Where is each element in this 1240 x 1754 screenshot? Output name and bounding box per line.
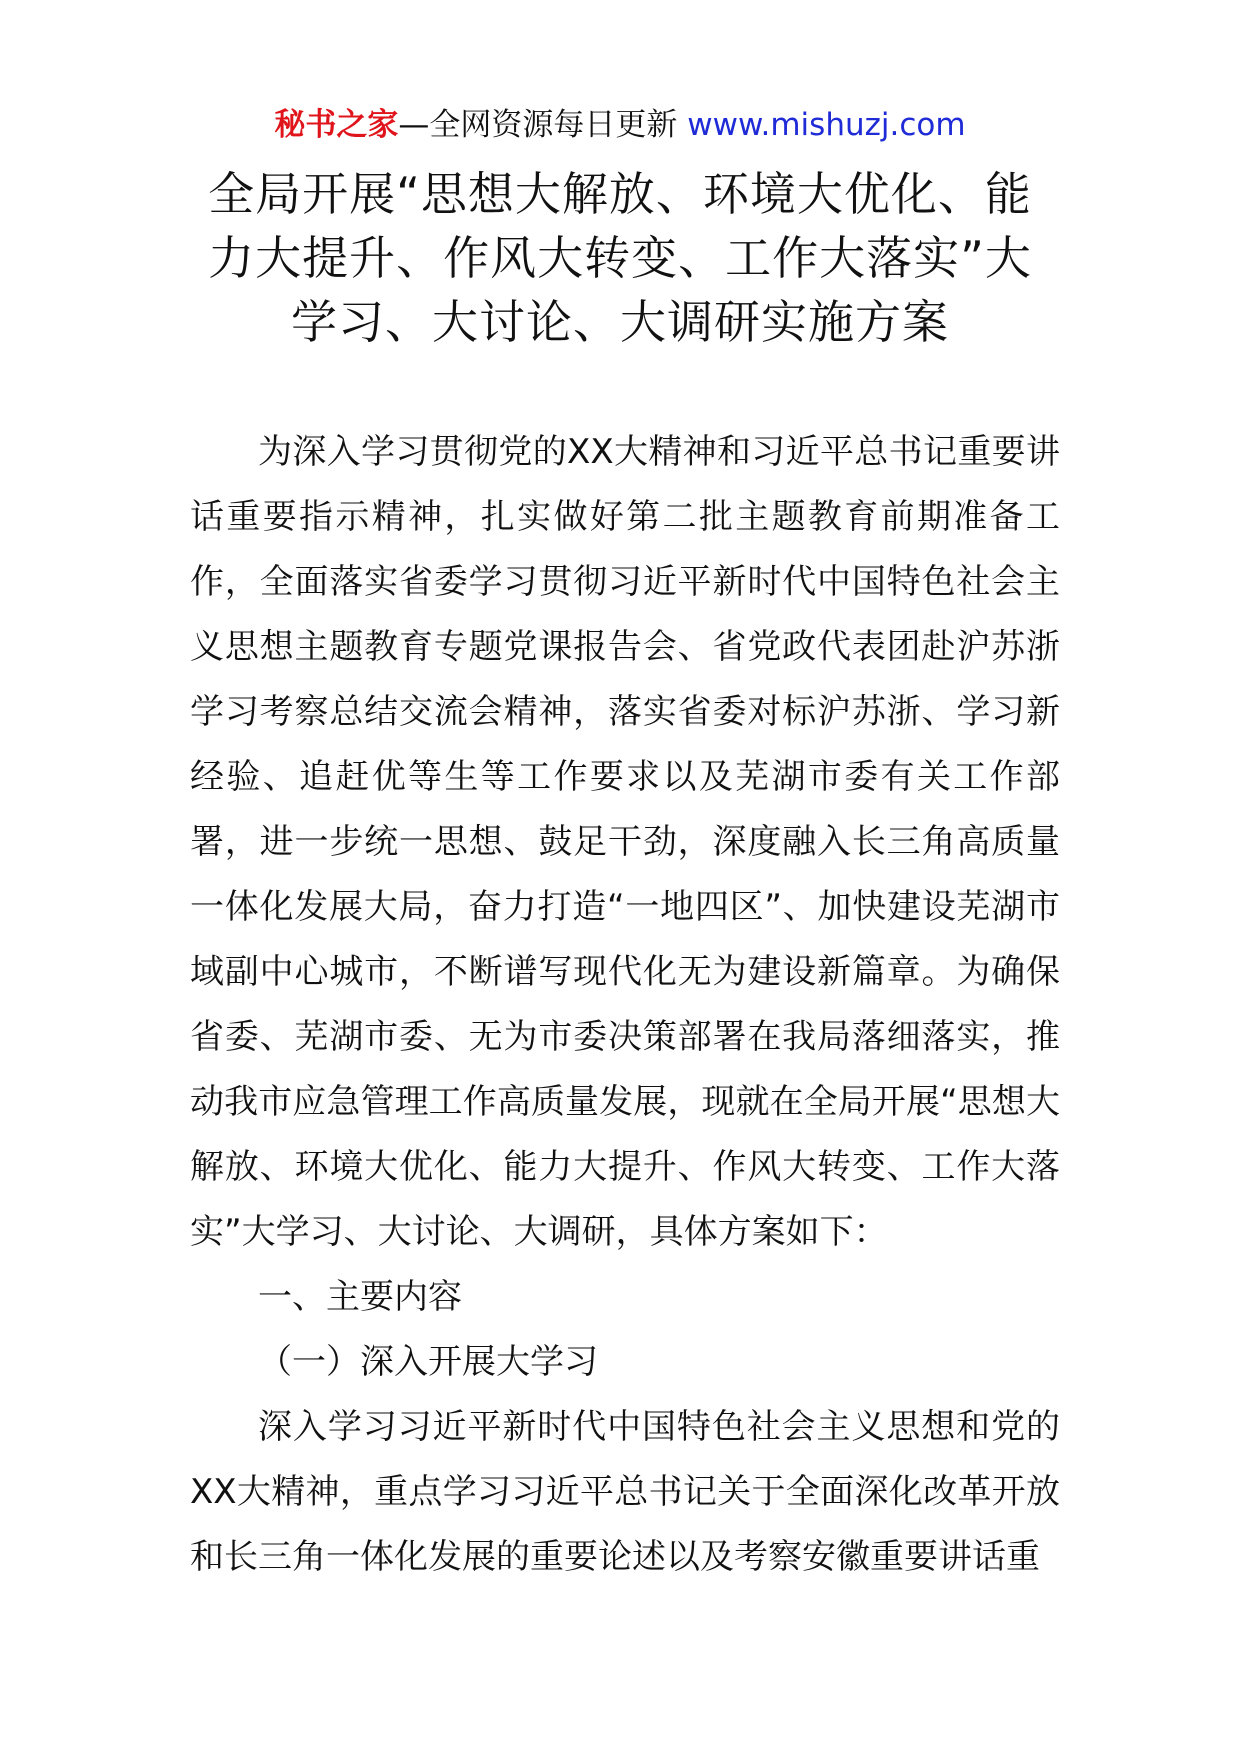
site-tagline: —全网资源每日更新 [398, 107, 678, 143]
site-brand: 秘书之家 [274, 107, 399, 143]
document-title: 全局开展“思想大解放、环境大优化、能力大提升、作风大转变、工作大落实”大学习、大讨论、大调研实施方案 [208, 167, 1032, 349]
intro-paragraph: 为深入学习贯彻党的XX大精神和习近平总书记重要讲话重要指示精神，扎实做好第二批主题教育前期准备工作，全面落实省委学习贯彻习近平新时代中国特色社会主义思想主题教育专题党课报告会、省党政代表团赴沪苏浙学习考察总结交流会精神，落实省委对标沪苏浙、学习新经验、追赶优等生等工作要求以及芜湖市委有关工作部署，进一步统一思想、鼓足干劲，深度融入长三角高质量一体化发展大局，奋力打造“一地四区”、加快建设芜湖市域副中心城市，不断谱写现代化无为建设新篇章。为确保省委、芜湖市委、无为市委决策部署在我局落细落实，推动我市应急管理工作高质量发展，现就在全局开展“思想大解放、环境大优化、能力大提升、作风大转变、工作大落实”大学习、大讨论、大调研，具体方案如下： [190, 432, 1060, 1252]
section-heading: 一、主要内容 [258, 1277, 462, 1317]
document-body [190, 420, 1060, 1590]
site-url[interactable]: www.mishuzj.com [687, 107, 966, 143]
subsection-heading: （一）深入开展大学习 [258, 1342, 598, 1382]
body-paragraph: 深入学习习近平新时代中国特色社会主义思想和党的XX大精神，重点学习习近平总书记关于全面深化改革开放和长三角一体化发展的重要论述以及考察安徽重要讲话重 [190, 1407, 1060, 1577]
site-header [0, 103, 1240, 147]
